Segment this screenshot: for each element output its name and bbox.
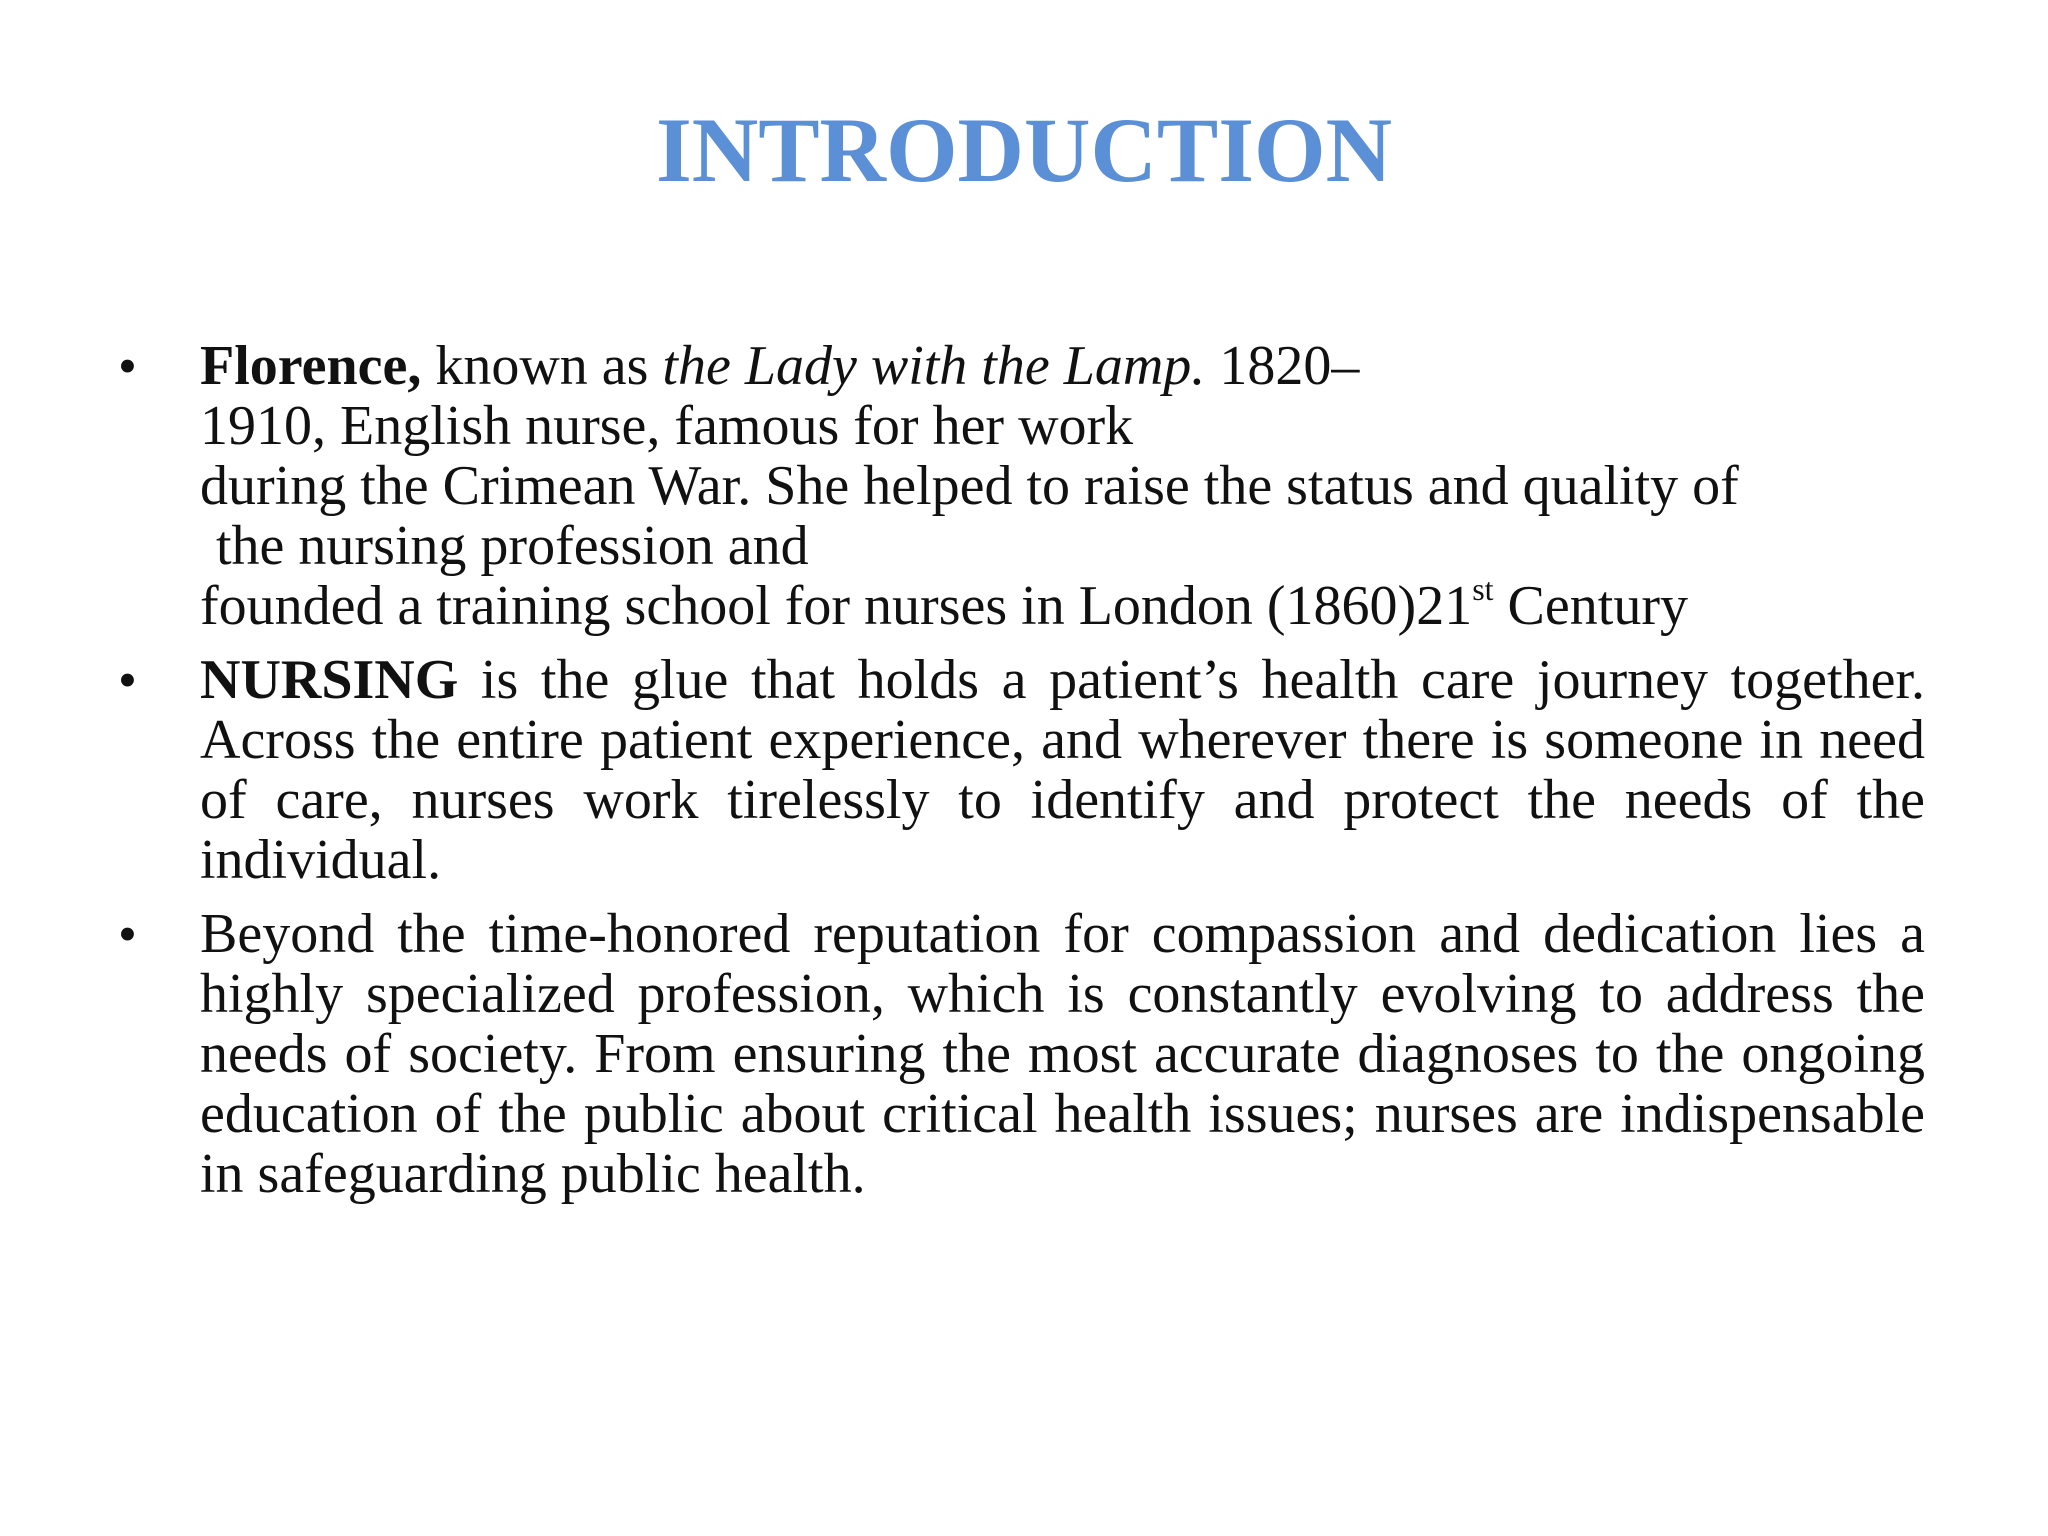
text-span: 1820– [1205,335,1360,397]
text-span: Century [1493,575,1688,637]
bullet-text: Beyond the time-honored reputation for compassion and dedication lies a highly specialized profession, which is constantly evolving to address the needs of society. From ensuring the most accurate diagnoses to the ongoing education of the public about critical health issues; nurses are indispensable in safeguarding public health. [200,903,1925,1205]
text-span: known as [421,335,663,397]
italic-phrase: the Lady with the Lamp. [662,335,1206,397]
bullet-line: the nursing profession and [216,515,809,577]
ordinal-superscript: st [1472,571,1494,608]
slide-title: INTRODUCTION [655,99,1393,201]
bullet-icon: • [118,904,137,964]
bullet-line: 1910, English nurse, famous for her work [200,395,1134,457]
bullet-icon: • [118,650,137,710]
bullet-item-beyond [0,904,2048,1204]
bullet-line [200,336,1925,396]
bold-lead: NURSING [200,649,459,711]
bullet-line: during the Crimean War. She helped to raise the status and quality of [200,455,1739,517]
bullet-item-florence [0,336,2048,636]
bullet-list [0,336,2048,1218]
bullet-item-nursing [0,650,2048,890]
bullet-text [200,336,1925,636]
text-span: is the glue that holds a patient’s health care journey together. Across the entire patient experience, and wherever there is someone in need of care, nurses work tirelessly to identify and protect the needs of the individual. [200,649,1925,891]
bullet-line [200,571,1925,637]
bold-lead: Florence, [200,335,422,397]
bullet-text [200,650,1925,890]
bullet-icon: • [118,336,137,396]
text-span: founded a training school for nurses in London (1860)21 [200,575,1473,637]
